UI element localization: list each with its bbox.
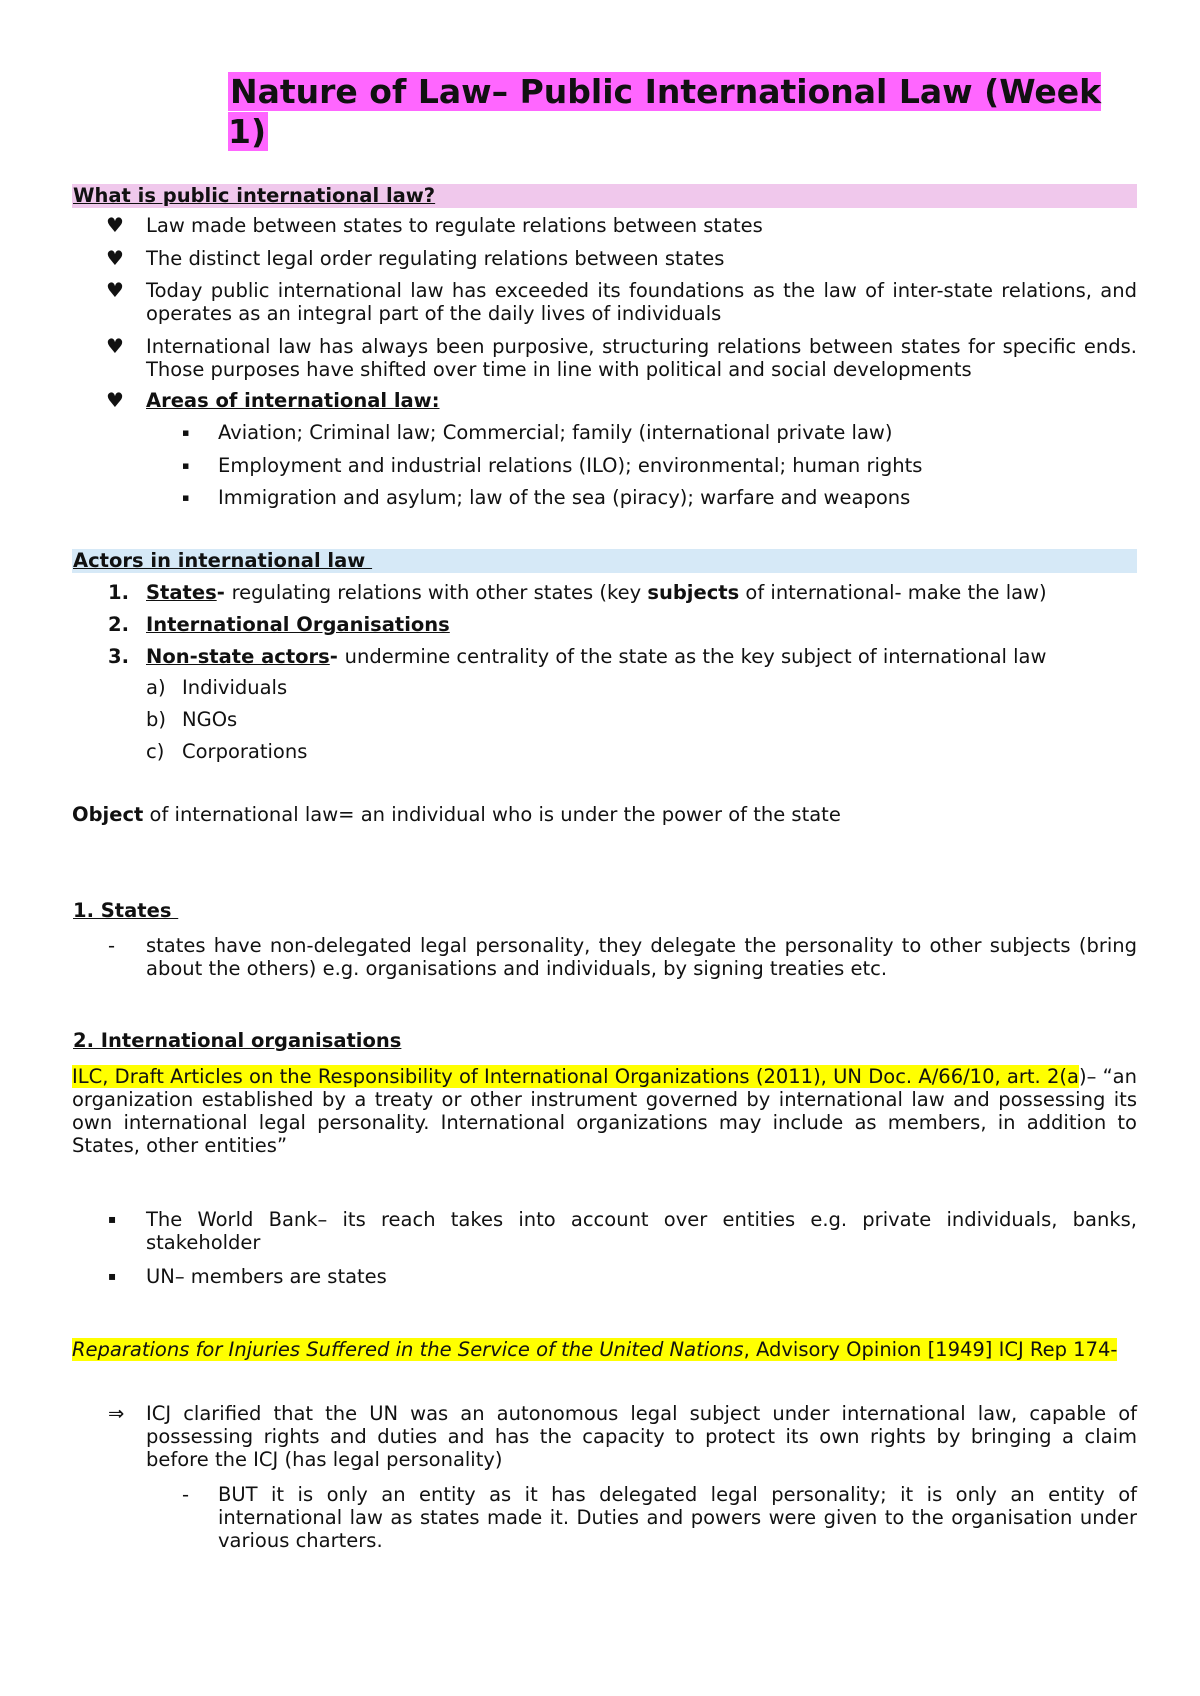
square-bullet-icon: ▪ [108,1269,117,1283]
list-item-text: Today public international law has exceeded its foundations as the law of inter-state relations, and operates as an integral part of the daily lives of individuals [146,279,1137,325]
ilc-citation: ILC, Draft Articles on the Responsibility of International Organizations (2011), UN Doc. A/66/10, art. 2(a [72,1065,1079,1088]
list-item-text [146,645,1137,668]
case-reference: , Advisory Opinion [1949] ICJ Rep 174- [743,1338,1118,1361]
separator: - [329,645,345,668]
object-text: of international law= an individual who is under the power of the state [143,803,841,826]
square-bullet-icon: ▪ [108,1212,117,1226]
section-actors-heading: Actors in international law [73,549,373,572]
reparations-case-citation [72,1338,1137,1361]
page-title [228,72,1138,152]
list-item-text: states have non-delegated legal personality, they delegate the personality to other subjects (bring about the others) e.g. organisations and individuals, by signing treaties etc. [146,934,1137,980]
list-item-text: Law made between states to regulate relations between states [146,214,763,237]
actor-text: undermine centrality of the state as the key subject of international law [344,645,1047,668]
case-name: Reparations for Injuries Suffered in the Service of the United Nations [72,1338,744,1361]
list-item-text: Employment and industrial relations (ILO); environmental; human rights [218,454,923,477]
list-item-text: UN– members are states [146,1265,387,1288]
page-title-text: Nature of Law– Public International Law (Week 1) [228,72,1102,151]
heart-bullet-icon: ♥ [106,278,124,302]
actor-label: International Organisations [146,613,450,636]
square-bullet-icon: ▪ [182,426,190,439]
list-letter: a) [146,676,166,699]
actor-bold-text: subjects [647,581,740,604]
list-number: 2. [108,613,129,636]
heart-bullet-icon: ♥ [106,246,124,270]
list-item-text: The distinct legal order regulating relations between states [146,247,725,270]
list-letter: b) [146,708,166,731]
list-item-text: International law has always been purposive, structuring relations between states for specific ends. Those purposes have shifted over time in line with political and social developments [146,335,1137,381]
list-item-text: BUT it is only an entity as it has delegated legal personality; it is only an entity of international law as states made it. Duties and powers were given to the organisation under various charters. [218,1483,1137,1552]
list-letter: c) [146,740,165,763]
areas-label: Areas of international law: [146,389,440,412]
ilc-definition: )– “an organization established by a treaty or other instrument governed by international law and possessing its own international legal personality. International organizations may include as members, in addition to States, other entities” [72,1065,1137,1157]
heart-bullet-icon: ♥ [106,388,124,412]
ilc-citation-paragraph [72,1065,1137,1157]
arrow-icon: ⇒ [108,1402,125,1425]
list-item-text: Immigration and asylum; law of the sea (piracy); warfare and weapons [218,486,911,509]
dash-bullet: - [108,934,116,957]
actor-text: regulating relations with other states (key [231,581,648,604]
heart-bullet-icon: ♥ [106,334,124,358]
list-item-text: Corporations [182,740,308,763]
list-number: 1. [108,581,129,604]
section-orgs-heading: 2. International organisations [73,1029,402,1052]
list-item-text: NGOs [182,708,238,731]
actor-label: States [146,581,217,604]
list-item-text: Aviation; Criminal law; Commercial; family (international private law) [218,421,893,444]
object-label: Object [72,803,144,826]
list-item-text: Individuals [182,676,288,699]
actor-text-end: of international- make the law) [739,581,1047,604]
actor-label: Non-state actors [146,645,330,668]
section-what-heading: What is public international law? [73,184,436,207]
heart-bullet-icon: ♥ [106,213,124,237]
list-item-text: ICJ clarified that the UN was an autonomous legal subject under international law, capable of possessing rights and duties and has the capacity to protect its own rights by bringing a claim before the ICJ (has legal personality) [146,1402,1137,1471]
list-item-text [146,581,1137,604]
separator: - [216,581,232,604]
list-number: 3. [108,645,129,668]
list-item-text: The World Bank– its reach takes into account over entities e.g. private individuals, banks, stakeholder [146,1208,1137,1254]
section-states-heading: 1. States [73,899,179,922]
object-definition [72,803,1137,826]
square-bullet-icon: ▪ [182,459,190,472]
dash-bullet: - [182,1483,190,1506]
square-bullet-icon: ▪ [182,491,190,504]
